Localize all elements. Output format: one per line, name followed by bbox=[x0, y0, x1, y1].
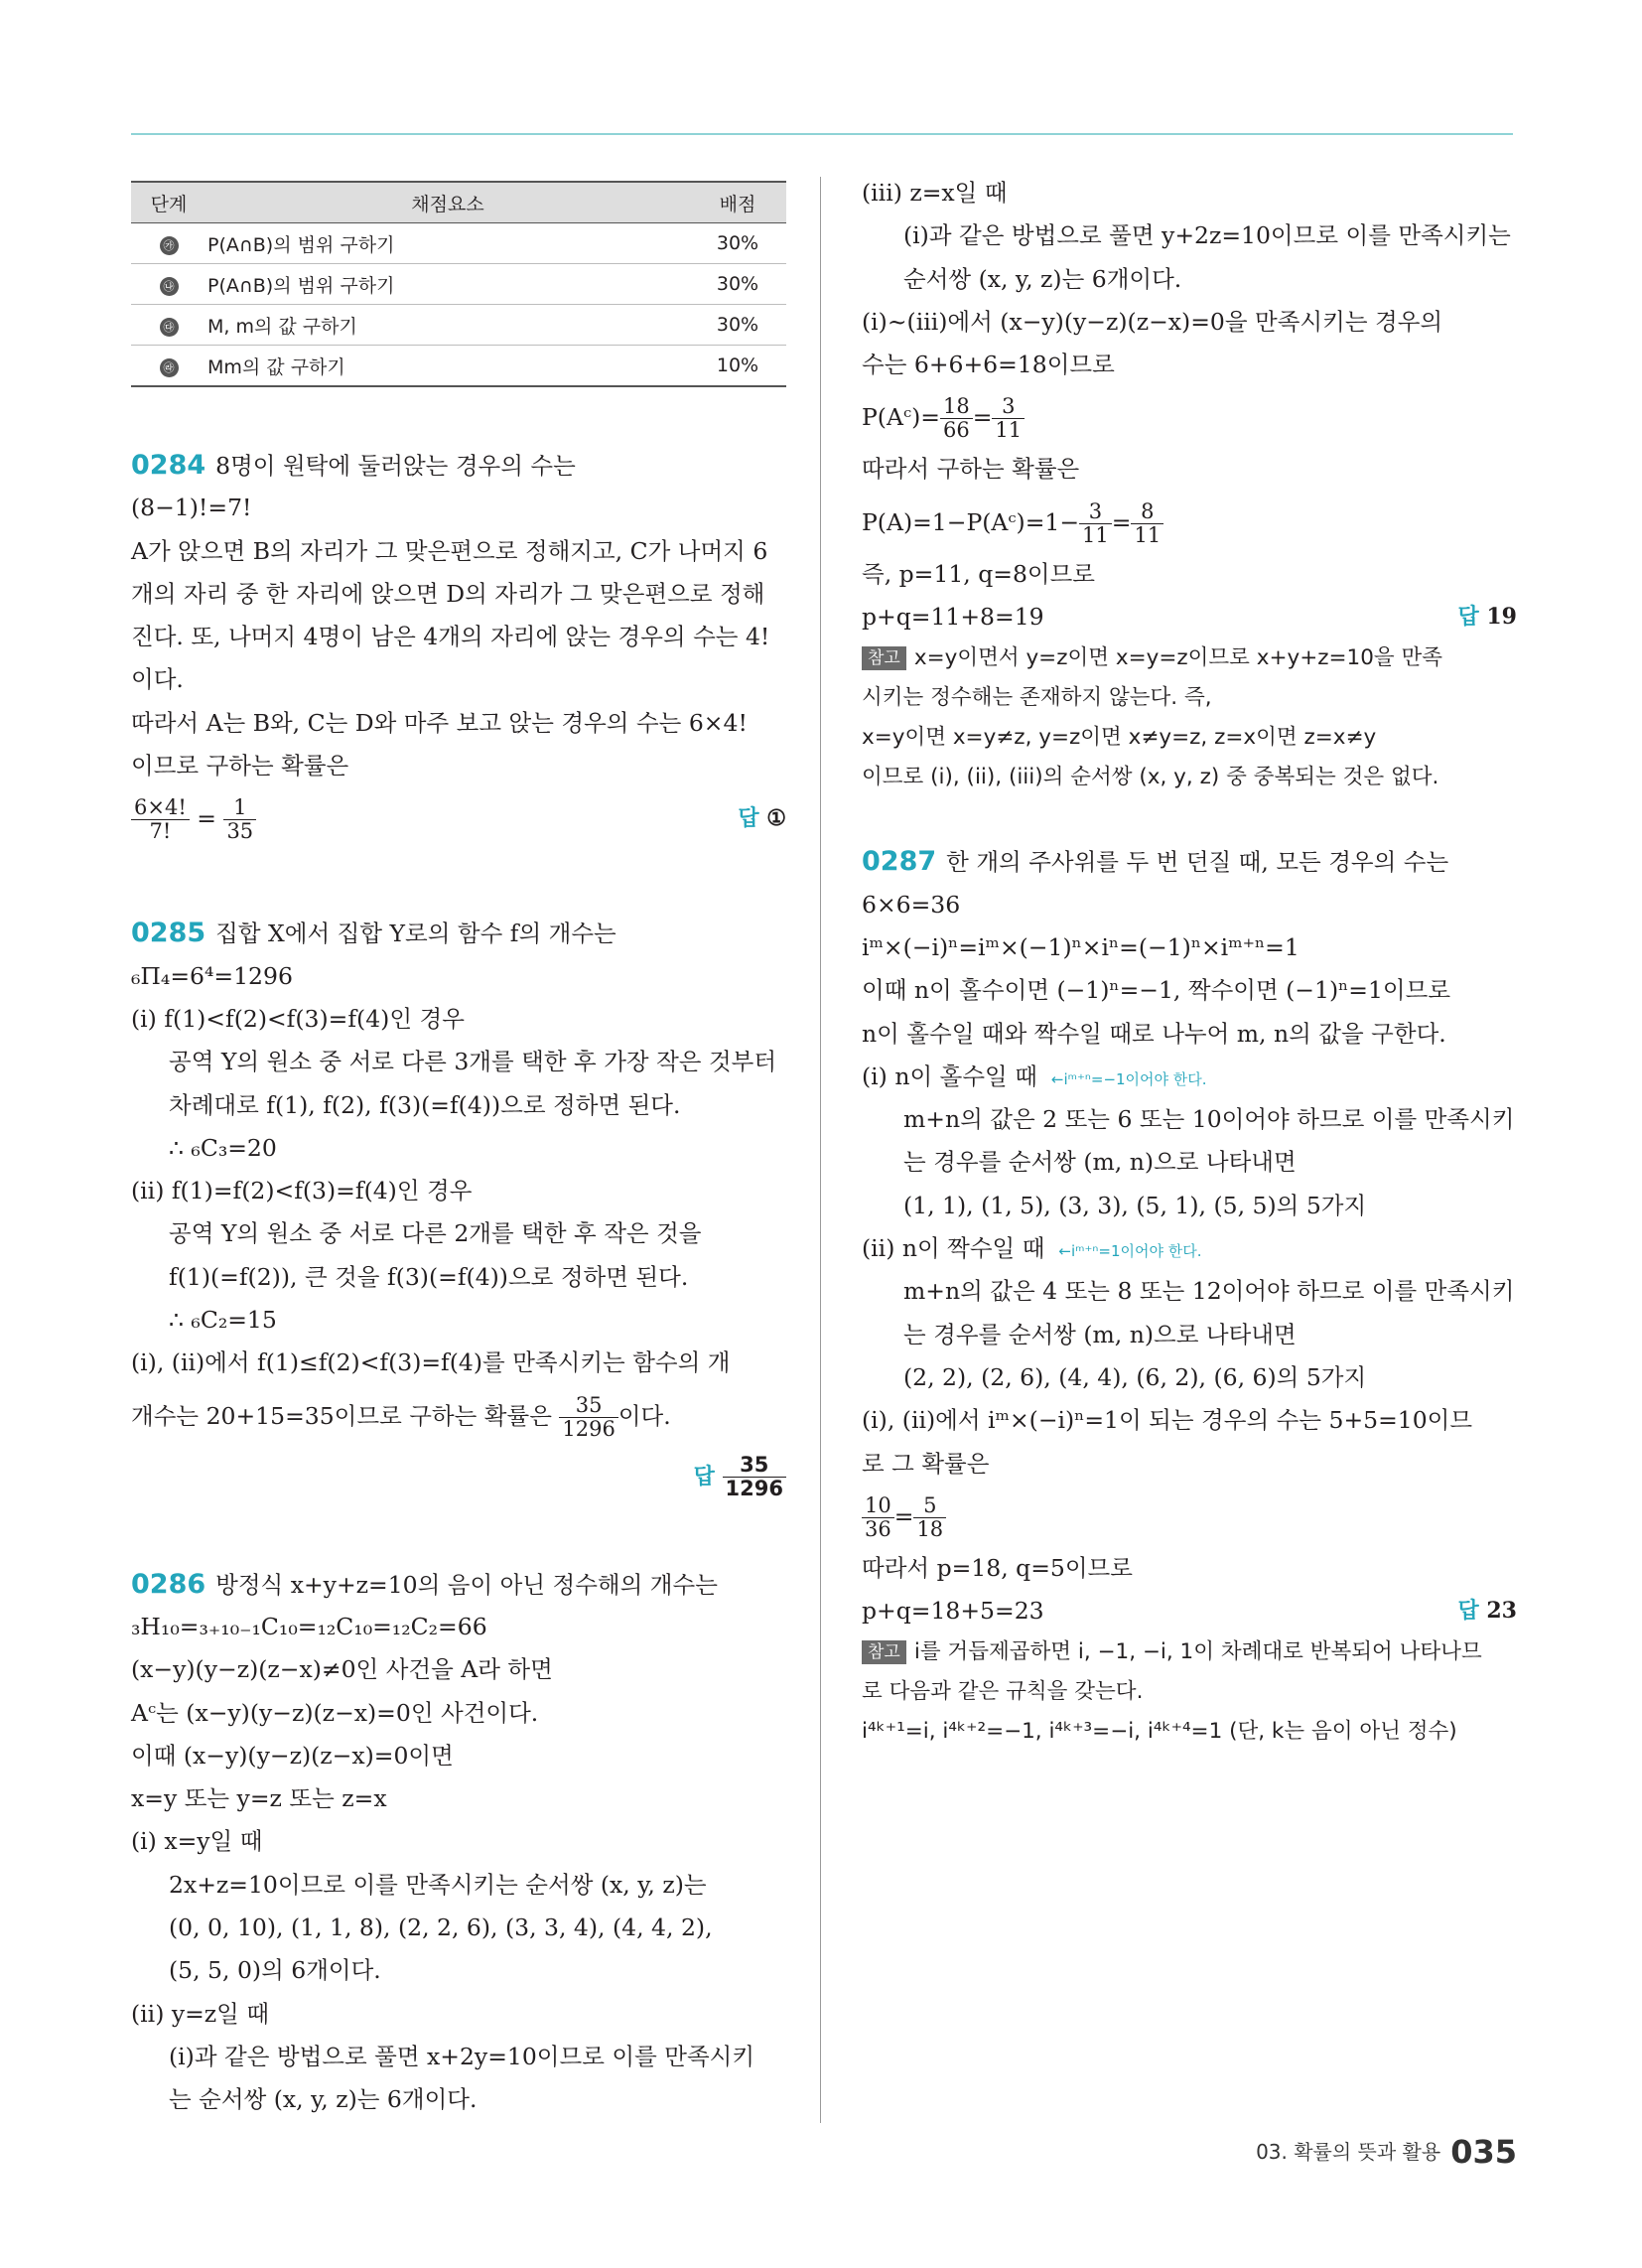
problem-number: 0286 bbox=[131, 1568, 206, 1600]
table-cell-points: 10% bbox=[689, 346, 786, 387]
text-line: 공역 Y의 원소 중 서로 다른 2개를 택한 후 작은 것을 bbox=[169, 1219, 702, 1248]
text-line: 로 그 확률은 bbox=[862, 1449, 990, 1478]
text-line: 6×6=36 bbox=[862, 890, 961, 919]
step-marker: ㉱ bbox=[160, 358, 179, 377]
text-line: (i)~(iii)에서 (x−y)(y−z)(z−x)=0을 만족시키는 경우의 bbox=[862, 307, 1443, 336]
note-badge: 참고 bbox=[862, 1640, 906, 1664]
fraction-line: P(A)=1−P(Aᶜ)=1− $\frac{3}{11}$ = $\frac{8}{11}$ bbox=[862, 492, 1517, 553]
left-column bbox=[131, 444, 786, 2122]
text-line: iᵐ×(−i)ⁿ=iᵐ×(−1)ⁿ×iⁿ=(−1)ⁿ×iᵐ⁺ⁿ=1 bbox=[862, 932, 1300, 961]
table-cell-item: Mm의 값 구하기 bbox=[206, 346, 689, 387]
text-line: A가 앉으면 B의 자리가 그 맞은편으로 정해지고, C가 나머지 6 bbox=[131, 536, 768, 565]
text-line: 이다. bbox=[131, 665, 184, 694]
text-line: 는 순서쌍 (x, y, z)는 6개이다. bbox=[169, 2085, 478, 2114]
problem-0284-line: 0284 8명이 원탁에 둘러앉는 경우의 수는 bbox=[131, 450, 576, 481]
step-marker: ㉮ bbox=[160, 236, 179, 255]
answer: 답 19 bbox=[1457, 604, 1517, 631]
text-line: 이때 n이 홀수이면 (−1)ⁿ=−1, 짝수이면 (−1)ⁿ=1이므로 bbox=[862, 976, 1451, 1005]
note-line: 이므로 (i), (ii), (iii)의 순서쌍 (x, y, z) 중 중복되는 것은 없다. bbox=[862, 765, 1439, 790]
note-line: x=y이면 x=y≠z, y=z이면 x≠y=z, z=x이면 z=x≠y bbox=[862, 725, 1377, 751]
text-line: ₃H₁₀=₃₊₁₀₋₁C₁₀=₁₂C₁₀=₁₂C₂=66 bbox=[131, 1612, 487, 1640]
text-line: 수는 6+6+6=18이므로 bbox=[862, 351, 1115, 379]
table-row bbox=[131, 264, 786, 305]
text-line: 2x+z=10이므로 이를 만족시키는 순서쌍 (x, y, z)는 bbox=[169, 1870, 707, 1899]
problem-number: 0285 bbox=[131, 918, 206, 949]
text-line: 공역 Y의 원소 중 서로 다른 3개를 택한 후 가장 작은 것부터 bbox=[169, 1048, 777, 1076]
text-line: 이므로 구하는 확률은 bbox=[131, 752, 349, 780]
text-line: (iii) z=x일 때 bbox=[862, 179, 1008, 207]
text-line: (i)과 같은 방법으로 풀면 y+2z=10이므로 이를 만족시키는 bbox=[903, 221, 1511, 250]
page-number: 035 bbox=[1450, 2133, 1517, 2171]
table-row bbox=[131, 346, 786, 387]
text-line: (x−y)(y−z)(z−x)≠0인 사건을 A라 하면 bbox=[131, 1655, 553, 1684]
step-marker: ㉯ bbox=[160, 277, 179, 296]
text-line: 따라서 구하는 확률은 bbox=[862, 455, 1080, 484]
text-line: Aᶜ는 (x−y)(y−z)(z−x)=0인 사건이다. bbox=[131, 1698, 539, 1727]
page-footer bbox=[1256, 2133, 1517, 2171]
text-line: (5, 5, 0)의 6개이다. bbox=[169, 1956, 381, 1985]
fraction-line: $\frac{6\times 4!}{7!}$ = $\frac{1}{35}$ 답 ① bbox=[131, 787, 786, 849]
fraction: $\frac{6\times 4!}{7!}$ bbox=[131, 796, 190, 843]
text-line: (1, 1), (1, 5), (3, 3), (5, 1), (5, 5)의 5가지 bbox=[903, 1191, 1367, 1219]
fraction: $\frac{35}{1296}$ bbox=[559, 1394, 617, 1441]
text-line: f(1)(=f(2)), 큰 것을 f(3)(=f(4))으로 정하면 된다. bbox=[169, 1262, 689, 1291]
text-line: m+n의 값은 4 또는 8 또는 12이어야 하므로 이를 만족시키 bbox=[903, 1277, 1515, 1306]
text-line: (i) f(1)<f(2)<f(3)=f(4)인 경우 bbox=[131, 1004, 465, 1033]
answer-line: p+q=11+8=19 답 19 bbox=[862, 596, 1517, 638]
problem-0287-line: 0287 한 개의 주사위를 두 번 던질 때, 모든 경우의 수는 bbox=[862, 846, 1449, 878]
answer: 답 23 bbox=[1457, 1598, 1517, 1625]
text-line: 따라서 p=18, q=5이므로 bbox=[862, 1553, 1133, 1582]
problem-number: 0287 bbox=[862, 846, 937, 878]
table-cell-item: P(A∩B)의 범위 구하기 bbox=[206, 264, 689, 305]
text-line: ₆Π₄=6⁴=1296 bbox=[131, 961, 293, 990]
note-line: 참고 i를 거듭제곱하면 i, −1, −i, 1이 차례대로 반복되어 나타나므 bbox=[862, 1632, 1517, 1672]
note-badge: 참고 bbox=[862, 646, 906, 670]
case-line: (i) n이 홀수일 때 ←iᵐ⁺ⁿ=−1이어야 한다. bbox=[862, 1062, 1207, 1090]
problem-number: 0284 bbox=[131, 450, 206, 481]
text-line: (0, 0, 10), (1, 1, 8), (2, 2, 6), (3, 3, 4), (4, 4, 2), bbox=[169, 1914, 713, 1942]
text-line: 차례대로 f(1), f(2), f(3)(=f(4))으로 정하면 된다. bbox=[169, 1090, 681, 1119]
scoring-table-header bbox=[131, 182, 786, 223]
note-line: 로 다음과 같은 규칙을 갖는다. bbox=[862, 1679, 1144, 1705]
hint-annotation: ←iᵐ⁺ⁿ=−1이어야 한다. bbox=[1050, 1069, 1207, 1088]
answer: 답 $\frac{35}{1296}$ bbox=[694, 1447, 786, 1508]
table-cell-item: M, m의 값 구하기 bbox=[206, 305, 689, 346]
column-divider bbox=[820, 177, 821, 2123]
text-line: (i), (ii)에서 f(1)≤f(2)<f(3)=f(4)를 만족시키는 함수의 개 bbox=[131, 1348, 731, 1377]
problem-0285-line: 0285 집합 X에서 집합 Y로의 함수 f의 개수는 bbox=[131, 918, 616, 949]
fraction: $\frac{1}{35}$ bbox=[223, 796, 256, 843]
table-cell-item: P(A∩B)의 범위 구하기 bbox=[206, 223, 689, 264]
text-line: 순서쌍 (x, y, z)는 6개이다. bbox=[903, 264, 1182, 293]
scoring-table bbox=[131, 181, 786, 387]
hint-annotation: ←iᵐ⁺ⁿ=1이어야 한다. bbox=[1058, 1242, 1202, 1261]
table-cell-points: 30% bbox=[689, 223, 786, 264]
text-line: (2, 2), (2, 6), (4, 4), (6, 2), (6, 6)의 5가지 bbox=[903, 1362, 1367, 1391]
answer-line: p+q=18+5=23 답 23 bbox=[862, 1590, 1517, 1632]
text-line: (i)과 같은 방법으로 풀면 x+2y=10이므로 이를 만족시키 bbox=[169, 2042, 755, 2070]
text-line: n이 홀수일 때와 짝수일 때로 나누어 m, n의 값을 구한다. bbox=[862, 1019, 1446, 1048]
text-line: (i) x=y일 때 bbox=[131, 1827, 263, 1856]
chapter-title: 03. 확률의 뜻과 활용 bbox=[1256, 2140, 1441, 2164]
note-line: 참고 x=y이면서 y=z이면 x=y=z이므로 x+y+z=10을 만족 bbox=[862, 638, 1517, 678]
text-line: x=y 또는 y=z 또는 z=x bbox=[131, 1784, 387, 1813]
header-step: 단계 bbox=[131, 182, 206, 223]
text-line: (8−1)!=7! bbox=[131, 494, 252, 522]
text-line: ∴ ₆C₃=20 bbox=[169, 1133, 277, 1162]
text-line: 따라서 A는 B와, C는 D와 마주 보고 앉는 경우의 수는 6×4! bbox=[131, 708, 748, 737]
text-line: 즉, p=11, q=8이므로 bbox=[862, 559, 1096, 588]
answer: 답 ① bbox=[738, 805, 786, 832]
top-rule bbox=[131, 133, 1513, 135]
text-line: 개의 자리 중 한 자리에 앉으면 D의 자리가 그 맞은편으로 정해 bbox=[131, 579, 765, 608]
text-line: 이때 (x−y)(y−z)(z−x)=0이면 bbox=[131, 1741, 454, 1770]
right-column bbox=[862, 172, 1517, 1752]
case-line: (ii) n이 짝수일 때 ←iᵐ⁺ⁿ=1이어야 한다. bbox=[862, 1234, 1202, 1263]
text-line: m+n의 값은 2 또는 6 또는 10이어야 하므로 이를 만족시키 bbox=[903, 1105, 1515, 1134]
text-line: 는 경우를 순서쌍 (m, n)으로 나타내면 bbox=[903, 1320, 1297, 1348]
table-row bbox=[131, 223, 786, 264]
text-line: (ii) f(1)=f(2)<f(3)=f(4)인 경우 bbox=[131, 1177, 473, 1205]
table-row bbox=[131, 305, 786, 346]
text-line: (i), (ii)에서 iᵐ×(−i)ⁿ=1이 되는 경우의 수는 5+5=10이므 bbox=[862, 1406, 1473, 1435]
answer-line bbox=[131, 1447, 786, 1508]
table-cell-points: 30% bbox=[689, 264, 786, 305]
text-line: 는 경우를 순서쌍 (m, n)으로 나타내면 bbox=[903, 1148, 1297, 1177]
note-line: i⁴ᵏ⁺¹=i, i⁴ᵏ⁺²=−1, i⁴ᵏ⁺³=−i, i⁴ᵏ⁺⁴=1 (단, k는 음이 아닌 정수) bbox=[862, 1719, 1457, 1745]
problem-0286-line: 0286 방정식 x+y+z=10의 음이 아닌 정수해의 개수는 bbox=[131, 1568, 718, 1600]
step-marker: ㉰ bbox=[160, 318, 179, 337]
header-item: 채점요소 bbox=[206, 182, 689, 223]
text-line: 진다. 또, 나머지 4명이 남은 4개의 자리에 앉는 경우의 수는 4! bbox=[131, 623, 770, 651]
fraction-line: P(Aᶜ)= $\frac{18}{66}$ = $\frac{3}{11}$ bbox=[862, 386, 1517, 448]
fraction-line: 개수는 20+15=35이므로 구하는 확률은 $\frac{35}{1296}$ 이다. bbox=[131, 1392, 671, 1441]
header-points: 배점 bbox=[689, 182, 786, 223]
fraction-line: $\frac{10}{36}$ = $\frac{5}{18}$ bbox=[862, 1486, 1517, 1547]
note-line: 시키는 정수해는 존재하지 않는다. 즉, bbox=[862, 685, 1212, 711]
table-cell-points: 30% bbox=[689, 305, 786, 346]
text-line: ∴ ₆C₂=15 bbox=[169, 1306, 277, 1335]
text-line: (ii) y=z일 때 bbox=[131, 1999, 270, 2028]
